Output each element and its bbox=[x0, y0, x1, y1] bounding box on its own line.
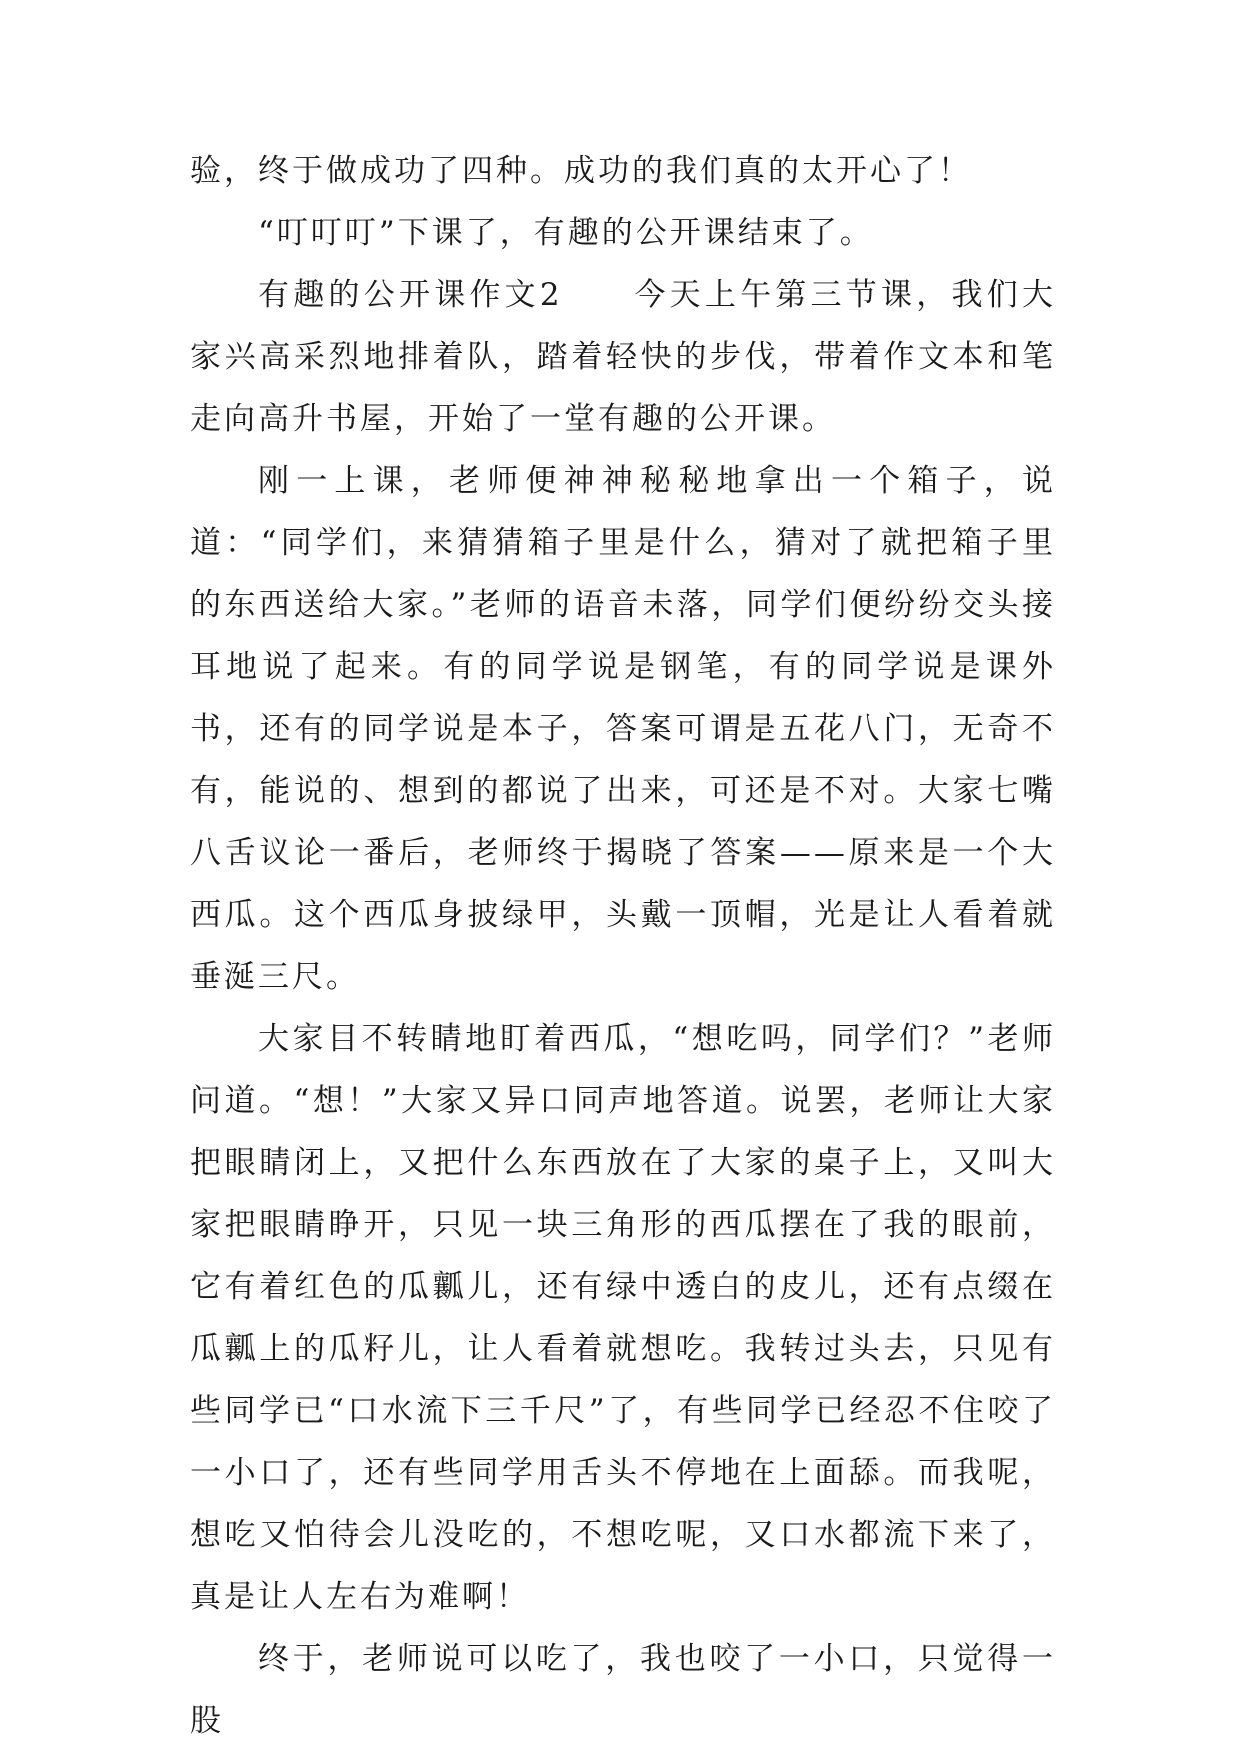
document-page bbox=[190, 140, 1056, 1752]
paragraph-mystery-box: 刚一上课，老师便神神秘秘地拿出一个箱子，说道：“同学们，来猜猜箱子里是什么，猜对了就把箱子里的东西送给大家。”老师的语音未落，同学们便纷纷交头接耳地说了起来。有的同学说是钢笔，有的同学说是课外书，还有的同学说是本子，答案可谓是五花八门，无奇不有，能说的、想到的都说了出来，可还是不对。大家七嘴八舌议论一番后，老师终于揭晓了答案——原来是一个大西瓜。这个西瓜身披绿甲，头戴一顶帽，光是让人看着就垂涎三尺。 bbox=[190, 463, 1056, 995]
paragraph-essay-2-intro: 有趣的公开课作文2 今天上午第三节课，我们大家兴高采烈地排着队，踏着轻快的步伐，带着作文本和笔走向高升书屋，开始了一堂有趣的公开课。 bbox=[190, 277, 1056, 437]
paragraph-watermelon: 大家目不转睛地盯着西瓜，“想吃吗，同学们？”老师问道。“想！”大家又异口同声地答道。说罢，老师让大家把眼睛闭上，又把什么东西放在了大家的桌子上，又叫大家把眼睛睁开，只见一块三角形的西瓜摆在了我的眼前，它有着红色的瓜瓤儿，还有绿中透白的皮儿，还有点缀在瓜瓤上的瓜籽儿，让人看着就想吃。我转过头去，只见有些同学已“口水流下三千尺”了，有些同学已经忍不住咬了一小口了，还有些同学用舌头不停地在上面舔。而我呢，想吃又怕待会儿没吃的，不想吃呢，又口水都流下来了，真是让人左右为难啊！ bbox=[190, 1021, 1056, 1615]
paragraph-class-end: “叮叮叮”下课了，有趣的公开课结束了。 bbox=[258, 215, 874, 251]
paragraph-continuation: 验，终于做成功了四种。成功的我们真的太开心了！ bbox=[190, 153, 972, 189]
paragraph-eating: 终于，老师说可以吃了，我也咬了一小口，只觉得一股 bbox=[190, 1641, 1056, 1739]
